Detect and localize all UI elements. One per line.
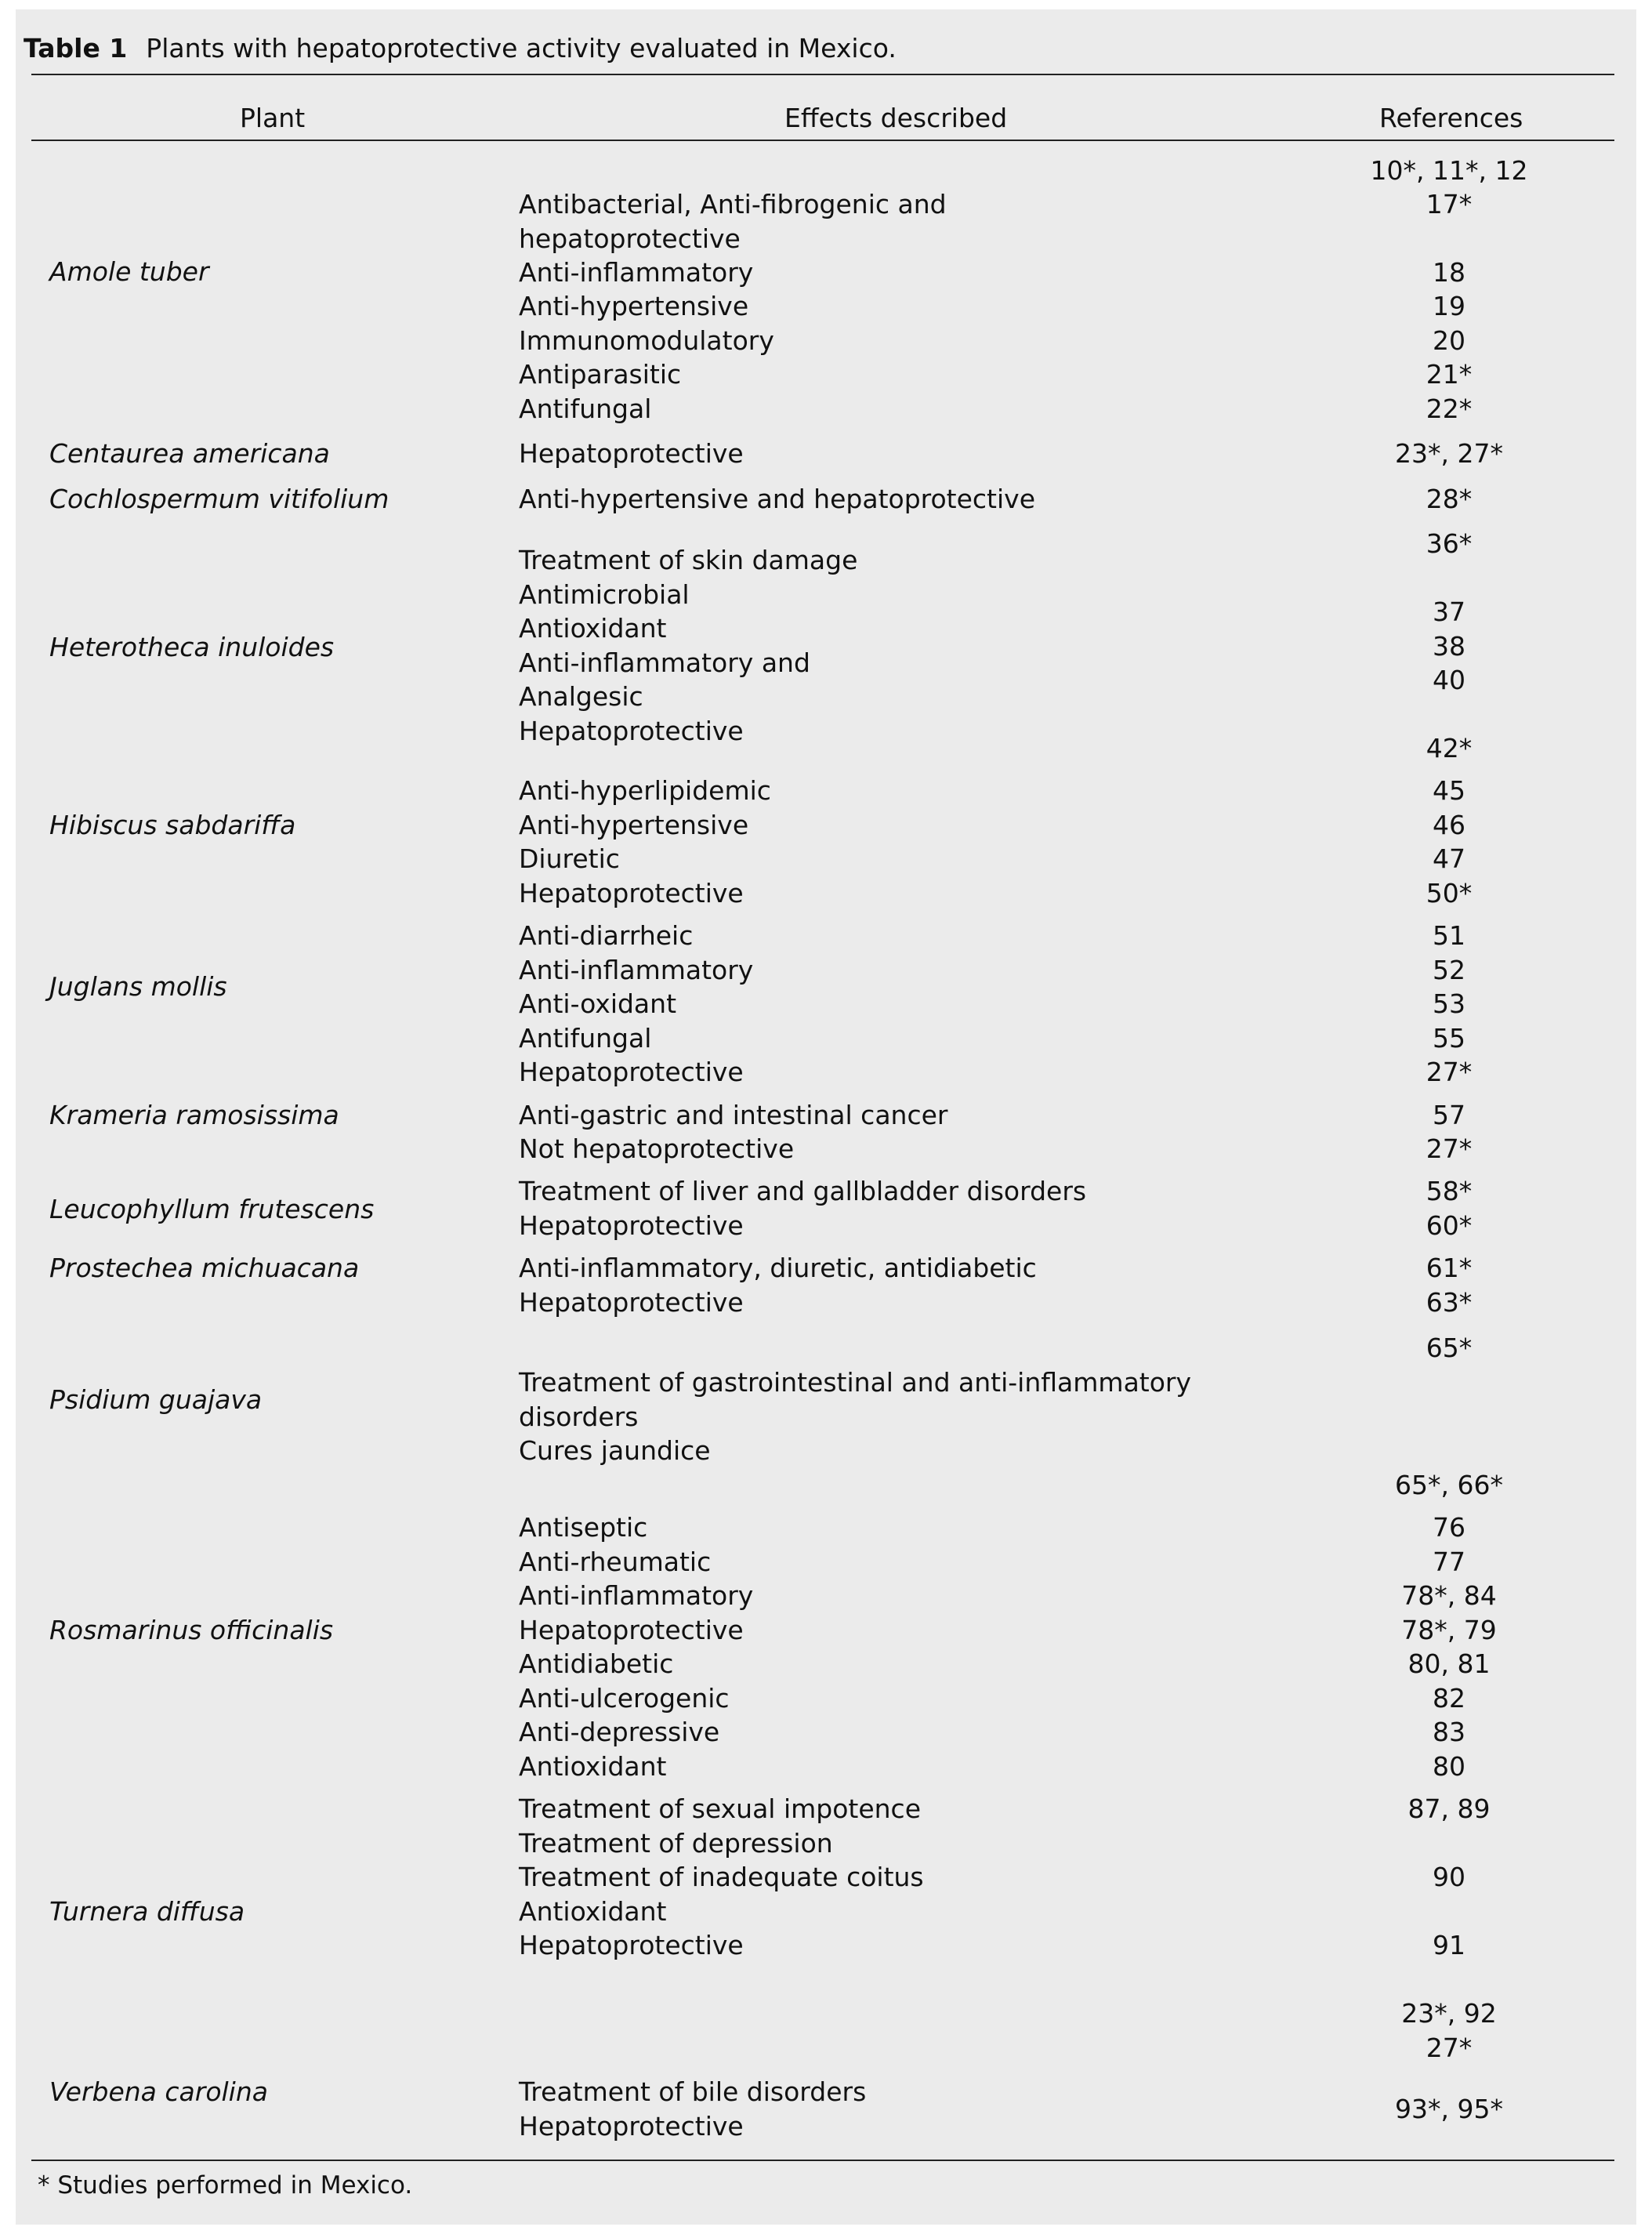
reference-cell: 42* [1426,733,1473,763]
plant-name: Juglans mollis [49,971,227,1002]
effect-cell: Antifungal [519,1023,652,1054]
header-references: References [1379,103,1523,133]
effect-cell: Antioxidant [519,1896,667,1927]
reference-cell: 58* [1426,1176,1473,1206]
reference-cell: 21* [1426,359,1473,390]
plant-name: Amole tuber [49,256,209,287]
plant-name: Psidium guajava [49,1384,263,1415]
bottom-rule [31,2160,1614,2161]
table-title: Plants with hepatoprotective activity evaluated in Mexico. [146,33,897,63]
effect-cell: Antimicrobial [519,579,690,610]
effect-cell: Not hepatoprotective [519,1133,795,1164]
reference-cell: 17* [1426,189,1473,219]
reference-cell: 65* [1426,1333,1473,1363]
reference-cell: 61* [1426,1253,1473,1283]
reference-cell: 78*, 84 [1401,1580,1497,1611]
effect-cell: hepatoprotective [519,223,741,254]
table-footnote: * Studies performed in Mexico. [38,2171,413,2200]
reference-cell: 90 [1433,1862,1465,1892]
plant-name: Hibiscus sabdariffa [49,810,296,840]
effect-cell: Anti-inflammatory and [519,647,810,678]
reference-cell: 51 [1433,920,1465,951]
effect-cell: Anti-oxidant [519,988,677,1019]
reference-cell: 18 [1433,257,1465,288]
plant-name: Leucophyllum frutescens [49,1194,375,1224]
reference-cell: 65*, 66* [1395,1470,1503,1500]
effect-cell: Anti-rheumatic [519,1547,712,1577]
reference-cell: 82 [1433,1683,1465,1714]
reference-cell: 23*, 27* [1395,438,1503,469]
effect-cell: Immunomodulatory [519,325,774,356]
effect-cell: Antioxidant [519,613,667,644]
plant-name: Heterotheca inuloides [49,632,335,662]
effect-cell: Hepatoprotective [519,716,744,746]
reference-cell: 63* [1426,1287,1473,1318]
effect-cell: Treatment of liver and gallbladder disorders [519,1176,1087,1206]
effect-cell: Anti-inflammatory [519,955,754,985]
plant-name: Cochlospermum vitifolium [49,484,389,514]
effect-cell: Antidiabetic [519,1648,674,1679]
effect-cell: Antioxidant [519,1751,667,1782]
effect-cell: Hepatoprotective [519,1057,744,1087]
effect-cell: Treatment of gastrointestinal and anti-inflammatory [519,1367,1192,1398]
plant-name: Verbena carolina [49,2076,268,2107]
table-caption [24,33,897,63]
plant-name: Rosmarinus officinalis [49,1615,334,1645]
reference-cell: 60* [1426,1210,1473,1241]
reference-cell: 80, 81 [1407,1648,1491,1679]
effect-cell: Anti-diarrheic [519,920,694,951]
effect-cell: Antifungal [519,393,652,424]
effect-cell: Diuretic [519,843,620,874]
reference-cell: 50* [1426,878,1473,908]
header-effects: Effects described [784,103,1008,133]
reference-cell: 76 [1433,1512,1465,1543]
reference-cell: 28* [1426,484,1473,514]
effect-cell: Anti-gastric and intestinal cancer [519,1100,948,1130]
reference-cell: 83 [1433,1717,1465,1747]
effect-cell: Antibacterial, Anti-fibrogenic and [519,189,947,219]
reference-cell: 23*, 92 [1401,1998,1497,2029]
reference-cell: 36* [1426,528,1473,559]
effect-cell: Anti-hypertensive [519,291,749,321]
reference-cell: 38 [1433,631,1465,662]
reference-cell: 91 [1433,1930,1465,1960]
effect-cell: Anti-inflammatory, diuretic, antidiabetic [519,1253,1037,1283]
reference-cell: 47 [1433,843,1465,874]
reference-cell: 20 [1433,325,1465,356]
effect-cell: Anti-depressive [519,1717,720,1747]
reference-cell: 87, 89 [1407,1793,1491,1824]
top-rule [31,74,1614,75]
reference-cell: 45 [1433,775,1465,806]
reference-cell: 93*, 95* [1395,2094,1503,2124]
reference-cell: 55 [1433,1023,1465,1054]
effect-cell: Hepatoprotective [519,1615,744,1645]
effect-cell: Anti-hyperlipidemic [519,775,771,806]
reference-cell: 46 [1433,810,1465,840]
effect-cell: Antiparasitic [519,359,682,390]
effect-cell: Treatment of depression [519,1828,833,1859]
effect-cell: Hepatoprotective [519,1287,744,1318]
reference-cell: 37 [1433,597,1465,627]
reference-cell: 27* [1426,1133,1473,1164]
reference-cell: 19 [1433,291,1465,321]
reference-cell: 78*, 79 [1401,1615,1497,1645]
reference-cell: 27* [1426,1057,1473,1087]
effect-cell: Cures jaundice [519,1435,711,1466]
plant-name: Krameria ramosissima [49,1100,339,1130]
effect-cell: disorders [519,1402,639,1432]
effect-cell: Hepatoprotective [519,1930,744,1960]
effect-cell: Hepatoprotective [519,438,744,469]
effect-cell: Treatment of skin damage [519,545,858,575]
effect-cell: Analgesic [519,681,643,712]
plant-name: Prostechea michuacana [49,1253,360,1283]
effect-cell: Treatment of inadequate coitus [519,1862,924,1892]
reference-cell: 22* [1426,393,1473,424]
effect-cell: Hepatoprotective [519,878,744,908]
plant-name: Centaurea americana [49,438,330,469]
reference-cell: 57 [1433,1100,1465,1130]
header-plant: Plant [240,103,306,133]
effect-cell: Anti-hypertensive and hepatoprotective [519,484,1036,514]
effect-cell: Anti-ulcerogenic [519,1683,730,1714]
reference-cell: 10*, 11*, 12 [1370,155,1528,186]
reference-cell: 77 [1433,1547,1465,1577]
table-label: Table 1 [24,33,128,63]
effect-cell: Treatment of sexual impotence [519,1793,921,1824]
effect-cell: Anti-inflammatory [519,1580,754,1611]
effect-cell: Anti-hypertensive [519,810,749,840]
effect-cell: Anti-inflammatory [519,257,754,288]
reference-cell: 27* [1426,2033,1473,2063]
reference-cell: 53 [1433,988,1465,1019]
reference-cell: 80 [1433,1751,1465,1782]
effect-cell: Hepatoprotective [519,2111,744,2142]
effect-cell: Treatment of bile disorders [519,2076,867,2107]
header-rule [31,140,1614,141]
plant-name: Turnera diffusa [49,1896,245,1927]
effect-cell: Hepatoprotective [519,1210,744,1241]
effect-cell: Antiseptic [519,1512,648,1543]
reference-cell: 52 [1433,955,1465,985]
reference-cell: 40 [1433,665,1465,695]
